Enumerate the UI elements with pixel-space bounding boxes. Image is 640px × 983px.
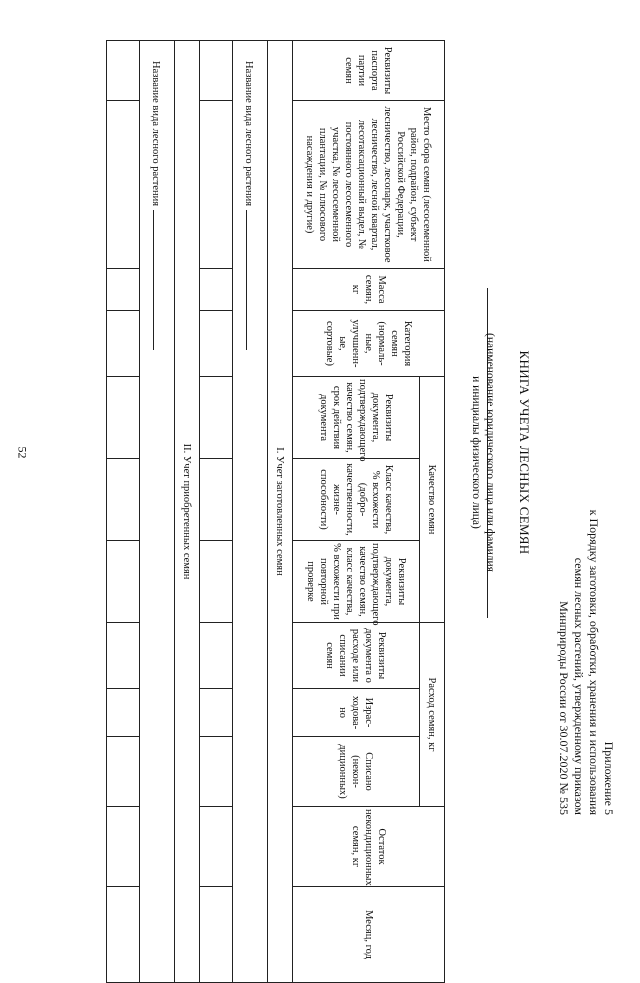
species-fill-line [247, 210, 258, 350]
species-label: Название вида лесного растения [150, 61, 162, 207]
seed-ledger-table [106, 40, 445, 983]
page-number: 52 [15, 446, 30, 459]
header-line: к Порядку заготовки, обработки, хранения и использования [587, 509, 601, 815]
col-remainder: Остаток некондиционных семян, кг [293, 807, 445, 887]
col-quality-doc: Реквизиты документа, подтверждающего качество семян, срок действия документа [293, 377, 420, 459]
col-mass: Масса семян, кг [293, 269, 445, 311]
appendix-header [556, 510, 616, 815]
section-1-title: I. Учет заготовленных семян [268, 41, 293, 983]
section-2-title: II. Учет приобретенных семян [175, 41, 200, 983]
group-expense: Расход семян, кг [420, 623, 445, 807]
col-category: Категория семян (нормаль-ные, улучшенн-ые, сортовые) [293, 311, 445, 377]
header-row-1 [420, 41, 445, 983]
col-expense-used: Израс-ходова-но [293, 689, 420, 737]
species-row [233, 41, 268, 983]
section-row [175, 41, 200, 983]
section-row [268, 41, 293, 983]
species-row [140, 41, 175, 983]
species-fill-line [154, 210, 165, 350]
header-line: Приложение 5 [602, 741, 616, 815]
species-name-cell [140, 41, 175, 983]
organization-caption [469, 0, 497, 905]
caption-line: (наименование юридического лица или фамилия [484, 333, 496, 572]
col-quality-class: Класс качества, % всхожести (добро-качественности, жизне-способности) [293, 459, 420, 541]
caption-line: и инициалы физического лица) [470, 376, 482, 529]
header-line: Минприроды России от 30.07.2020 № 535 [557, 601, 571, 815]
col-collection-place: Место сбора семян (лесосеменной район, подрайон, субъект Российской Федерации, лесничество, лесопарк, участковое лесничество, лесной квартал, лесотаксационный выдел, № постоянного лесосеменного участка, № лесосеменной плантации, № плюсового насаждения и другие) [293, 101, 445, 269]
group-quality: Качество семян [420, 377, 445, 623]
header-line: семян лесных растений, утвержденному приказом [572, 557, 586, 815]
species-name-cell [233, 41, 268, 983]
col-expense-doc: Реквизиты документа о расходе или списании семян [293, 623, 420, 689]
table-row [200, 41, 233, 983]
col-expense-written-off: Списано (некон-диционных) [293, 737, 420, 807]
table-row [107, 41, 140, 983]
species-label: Название вида лесного растения [243, 61, 255, 207]
col-quality-recheck: Реквизиты документа, подтверждающего качество семян, класс качества, % всхожести при повторной проверке [293, 541, 420, 623]
col-passport: Реквизиты паспорта партии семян [293, 41, 445, 101]
document-title: КНИГА УЧЕТА ЛЕСНЫХ СЕМЯН [517, 350, 532, 555]
col-month: Месяц, год [293, 887, 445, 983]
